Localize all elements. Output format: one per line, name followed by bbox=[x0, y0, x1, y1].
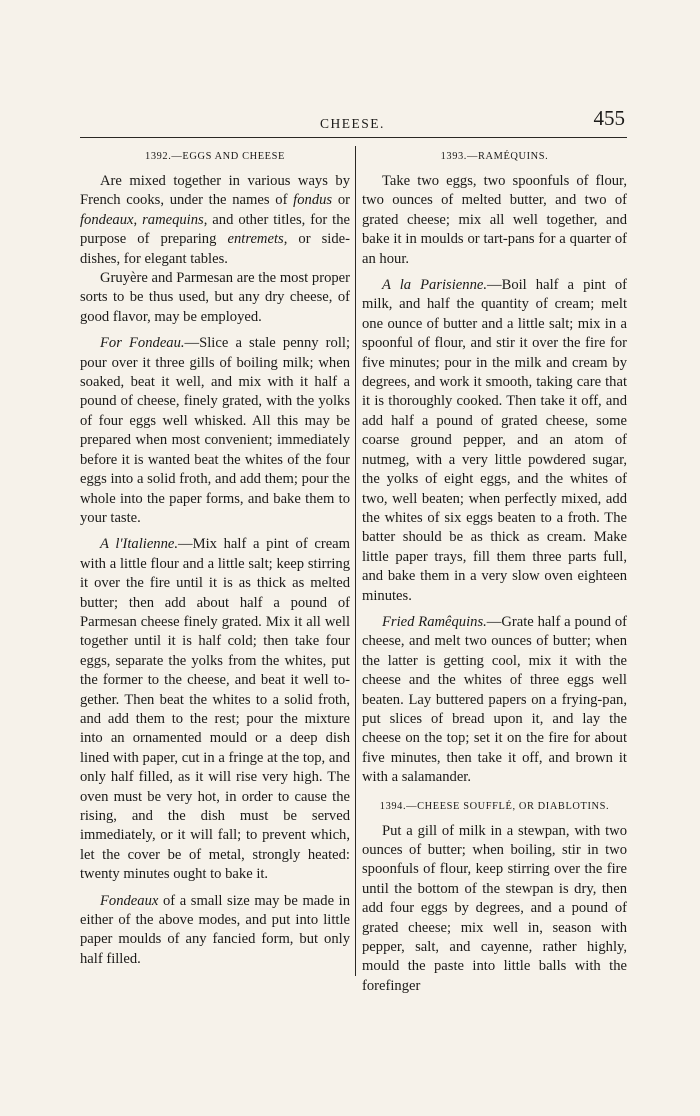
right-column bbox=[362, 144, 627, 996]
italic-term: For Fondeau. bbox=[100, 335, 185, 352]
paragraph: A la Parisienne.—Boil half a pint of milk, and half the quantity of cream; melt one ounce of butter and a little salt; mix in a spoonful of flour, and stir it over the fire for five minutes; pour in the milk and cream by degrees, and work it smooth, taking care that it is thoroughly cooked. Then take it off, and add half a pound of grated cheese, some coarse ground pepper, and an atom of nutmeg, with a very little powdered sugar, the yolks of eight eggs, and the whites of two, well beaten; when perfectly mixed, add the whites of six eggs beaten to a froth. The batter should be as thick as cream. Make little paper trays, fill them three parts full, and bake them in a very slow oven eighteen minutes. bbox=[362, 277, 627, 604]
paragraph: For Fondeau.—Slice a stale penny roll; pour over it three gills of boiling milk; when soaked, beat it well, and mix with it half a pound of cheese, finely grated, with the yolks of four eggs well whisked. All this may be prepared when most convenient; immediately before it is wanted beat the whites of the four eggs into a solid froth, and add them; pour the whole into the paper forms, and bake them to your taste. bbox=[80, 335, 350, 526]
right-paragraphs bbox=[362, 172, 627, 788]
column-divider bbox=[355, 146, 356, 976]
paragraph: Fondeaux of a small size may be made in either of the above modes, and put into little paper moulds of any fancied form, but only half filled. bbox=[80, 892, 350, 967]
italic-term: fondus bbox=[293, 192, 333, 209]
section-title-1394: 1394.—CHEESE SOUFFLÉ, OR DIABLOTINS. bbox=[379, 800, 610, 812]
paragraph: Put a gill of milk in a stewpan, with two ounces of butter; when boiling, stir in two spoonfuls of flour, keep stirring over the fire until the bottom of the stewpan is dry, then add four eggs by degrees, and a pound of grated cheese; mix well in, season with pepper, salt, and cayenne, rather highly, mould the paste into little balls with the forefinger bbox=[362, 822, 627, 994]
section-title-1393: 1393.—RAMÉQUINS. bbox=[440, 151, 549, 162]
running-head bbox=[80, 104, 625, 134]
section-title-1392: 1392.—EGGS AND CHEESE bbox=[145, 151, 285, 162]
paragraph: Take two eggs, two spoonfuls of flour, two ounces of melted butter, and two of grated cheese; mix all well together, and bake it in moulds or tart-pans for a quarter of an hour. bbox=[362, 173, 627, 267]
right-paragraphs-2 bbox=[362, 822, 627, 997]
left-column bbox=[80, 144, 350, 969]
italic-term: ramequins bbox=[142, 211, 204, 228]
paragraph: Fried Ramêquins.—Grate half a pound of cheese, and melt two ounces of butter; when the latter is getting cool, mix it with the cheese and the whites of three eggs well beaten. Lay buttered papers on a frying-pan, put slices of bread upon it, and lay the cheese on the top; set it on the fire for about five minutes, then take it off, and brown it with a salamander. bbox=[362, 613, 627, 786]
page-number: 455 bbox=[593, 106, 625, 130]
italic-term: Fried Ramêquins. bbox=[382, 613, 487, 630]
italic-term: fondeaux bbox=[80, 211, 134, 228]
paragraph: Gruyère and Parmesan are the most proper sorts to be thus used, but any dry cheese, of good flavor, may be employed. bbox=[80, 270, 350, 325]
italic-term: A la Parisienne. bbox=[382, 277, 487, 294]
italic-term: Fondeaux bbox=[100, 892, 159, 909]
paragraph: A l'Italienne.—Mix half a pint of cream with a little flour and a little salt; keep stirring it over the fire until it is as thick as melted butter; then add about half a pound of Parmesan cheese finely grated. Mix it all well together until it is half cold; then take four eggs, separate the yolks from the whites, put the former to the cheese, and beat it well together. Then beat the whites to a solid froth, and add them to the rest; pour the mixture into an ornamented mould or a deep dish lined with paper, cut in a fringe at the top, and only half filled, as it will rise very high. The oven must be very hot, in order to cause the rising, and the dish must be served immediately, or it will fall; to prevent which, let the cover be of metal, strongly heated: twenty minutes ought to bake it. bbox=[80, 536, 350, 883]
italic-term: entremets bbox=[227, 231, 284, 248]
header-rule bbox=[80, 137, 627, 138]
italic-term: A l'Italienne. bbox=[100, 536, 179, 553]
running-title: CHEESE. bbox=[320, 116, 385, 131]
paragraph: Are mixed together in various ways by French cooks, under the names of fondus or fondeaux, ramequins, and other titles, for the purpose of preparing entremets, or side-dishes, for elegant tables. bbox=[80, 173, 350, 267]
left-paragraphs bbox=[80, 172, 350, 969]
